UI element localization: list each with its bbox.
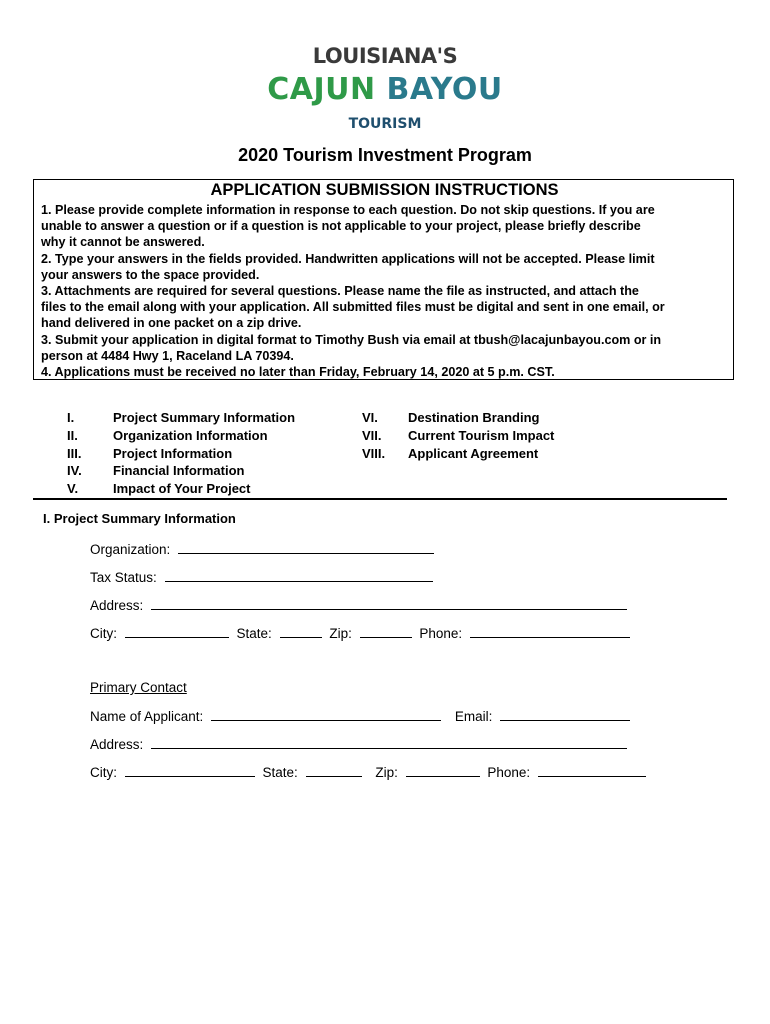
- toc-number: IV.: [67, 463, 82, 478]
- phone-label: Phone:: [419, 626, 463, 641]
- contact-zip-field[interactable]: [406, 764, 480, 777]
- state-label: State:: [236, 626, 272, 641]
- instruction-line: 4. Applications must be received no later than Friday, February 14, 2020 at 5 p.m. CST.: [41, 365, 555, 380]
- contact-phone-label: Phone:: [487, 765, 531, 780]
- section-divider: [33, 498, 727, 500]
- instruction-line: person at 4484 Hwy 1, Raceland LA 70394.: [41, 348, 294, 363]
- toc-number: VII.: [362, 428, 382, 443]
- zip-field[interactable]: [360, 625, 412, 638]
- instruction-line: 1. Please provide complete information in response to each question. Do not skip questions. If you are: [41, 203, 655, 217]
- instruction-line: hand delivered in one packet on a zip drive.: [41, 316, 302, 331]
- toc-item-current-tourism-impact: Current Tourism Impact: [408, 428, 555, 443]
- section-heading: I. Project Summary Information: [43, 511, 236, 526]
- toc-right-column: [362, 409, 592, 465]
- toc-item-project-summary: Project Summary Information: [113, 410, 296, 425]
- tax-status-label: Tax Status:: [90, 570, 157, 585]
- toc-number: V.: [67, 481, 79, 496]
- state-field[interactable]: [280, 625, 322, 638]
- contact-zip-label: Zip:: [375, 765, 398, 780]
- organization-row: [90, 541, 434, 557]
- contact-state-field[interactable]: [306, 764, 362, 777]
- instruction-line: 3. Attachments are required for several questions. Please name the file as instructed, and attach the: [41, 284, 639, 299]
- instruction-line: your answers to the space provided.: [41, 267, 260, 282]
- contact-state-label: State:: [262, 765, 298, 780]
- contact-city-state-zip-phone-row: [90, 764, 646, 780]
- instructions-heading: APPLICATION SUBMISSION INSTRUCTIONS: [210, 181, 559, 199]
- toc-item-destination-branding: Destination Branding: [408, 410, 540, 425]
- logo-wordmark: [0, 72, 770, 107]
- primary-contact-heading: Primary Contact: [90, 680, 187, 695]
- toc-item-project: Project Information: [113, 446, 233, 461]
- tax-status-field[interactable]: [165, 569, 433, 582]
- address-field[interactable]: [151, 597, 627, 610]
- logo: [0, 44, 770, 136]
- contact-address-row: [90, 736, 627, 752]
- toc-item-applicant-agreement: Applicant Agreement: [408, 446, 539, 461]
- address-row: [90, 597, 627, 613]
- toc-number: VI.: [362, 410, 378, 425]
- logo-bottom-text: TOURISM: [348, 116, 422, 132]
- logo-top-text: LOUISIANA'S: [312, 44, 458, 68]
- applicant-email-row: [90, 708, 630, 724]
- instruction-line: 2. Type your answers in the fields provided. Handwritten applications will not be accepted. Please limit: [41, 251, 655, 266]
- zip-label: Zip:: [329, 626, 352, 641]
- instruction-line: 3. Submit your application in digital format to Timothy Bush via email at tbush@lacajunbayou.com or in: [41, 332, 662, 347]
- instruction-line: files to the email along with your application. All submitted files must be digital and sent in one email, or: [41, 300, 665, 315]
- contact-city-label: City:: [90, 765, 117, 780]
- email-field[interactable]: [500, 708, 630, 721]
- contact-address-field[interactable]: [151, 736, 627, 749]
- email-label: Email:: [454, 709, 493, 724]
- logo-cajun-text: CAJUN: [267, 72, 376, 107]
- logo-bayou-text: BAYOU: [386, 72, 503, 107]
- contact-phone-field[interactable]: [538, 764, 646, 777]
- toc-item-organization: Organization Information: [113, 428, 268, 443]
- tax-status-row: [90, 569, 433, 585]
- document-title: 2020 Tourism Investment Program: [238, 145, 532, 165]
- toc-item-financial: Financial Information: [113, 463, 245, 478]
- toc-number: III.: [67, 446, 82, 461]
- toc-number: I.: [67, 410, 75, 425]
- address-label: Address:: [90, 598, 144, 613]
- name-of-applicant-field[interactable]: [211, 708, 441, 721]
- organization-field[interactable]: [178, 541, 434, 554]
- phone-field[interactable]: [470, 625, 630, 638]
- toc-left-column: [67, 409, 327, 501]
- city-field[interactable]: [125, 625, 229, 638]
- contact-city-field[interactable]: [125, 764, 255, 777]
- contact-address-label: Address:: [90, 737, 144, 752]
- instruction-line: why it cannot be answered.: [41, 235, 205, 250]
- instruction-line: unable to answer a question or if a question is not applicable to your project, please briefly describe: [41, 219, 641, 234]
- city-state-zip-phone-row: [90, 625, 630, 641]
- name-of-applicant-label: Name of Applicant:: [90, 709, 204, 724]
- instructions-box: [33, 179, 734, 380]
- instructions-body: [41, 202, 731, 380]
- toc-number: II.: [67, 428, 78, 443]
- toc-item-impact: Impact of Your Project: [113, 481, 251, 496]
- toc-number: VIII.: [362, 446, 386, 461]
- city-label: City:: [90, 626, 117, 641]
- organization-label: Organization:: [90, 542, 171, 557]
